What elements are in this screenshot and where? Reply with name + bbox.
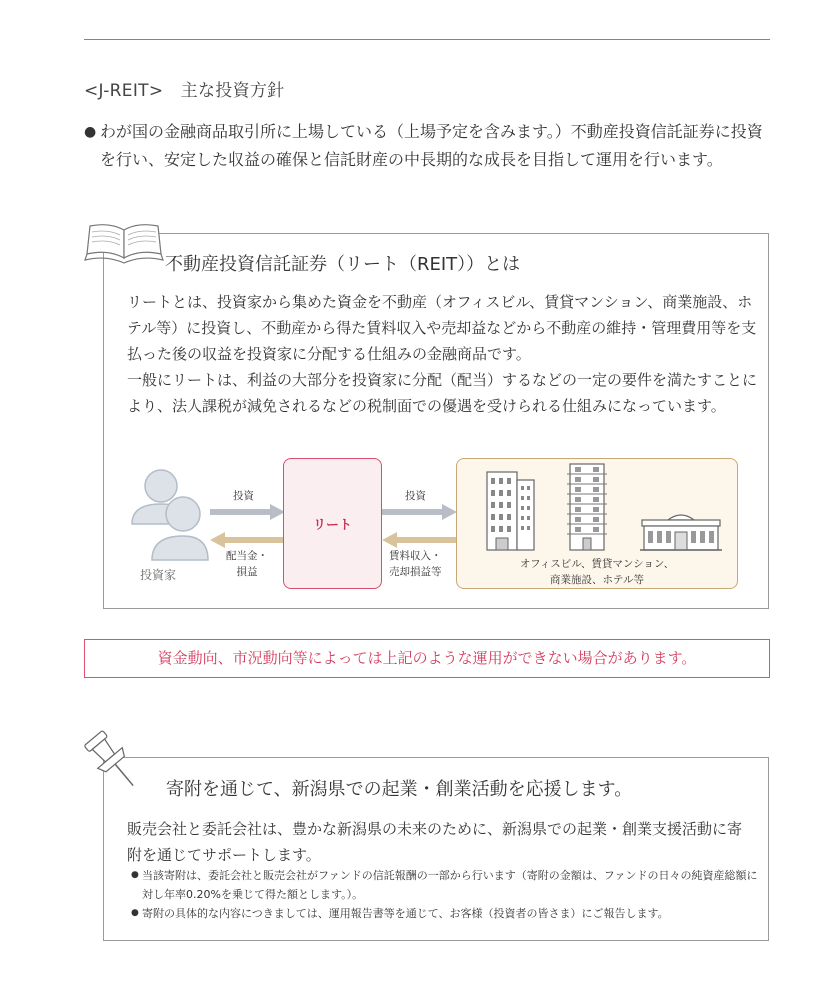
apartment-icon — [566, 462, 608, 552]
rent-label-line1: 賃料収入・ — [389, 550, 442, 562]
note-text: 寄附の具体的な内容につきましては、運用報告書等を通じて、お客様（投資者の皆さま）にご報告します。 — [142, 907, 669, 920]
invest-label-left: 投資 — [233, 490, 254, 502]
investment-policy — [84, 118, 774, 174]
donation-note-1 — [131, 866, 761, 904]
note-bullet: ● — [131, 908, 139, 918]
arrow-rent-back — [382, 532, 457, 548]
dividend-label-line1: 配当金・ — [226, 550, 268, 562]
assets-caption — [458, 556, 736, 588]
reit-paragraph-1: リートとは、投資家から集めた資金を不動産（オフィスビル、賃貸マンション、商業施設、ホテル等）に投資し、不動産から得た賃料収入や売却益などから不動産の維持・管理費用等を支払った後の収益を投資家に分配する仕組みの金融商品です。 — [127, 293, 757, 363]
reit-paragraph-2: 一般にリートは、利益の大部分を投資家に分配（配当）するなどの一定の要件を満たすことにより、法人課税が減免されるなどの税制面での優遇を受けられる仕組みになっています。 — [127, 371, 758, 415]
policy-text: わが国の金融商品取引所に上場している（上場予定を含みます。）不動産投資信託証券に投資を行い、安定した収益の確保と信託財産の中長期的な成長を目指して運用を行います。 — [100, 122, 763, 169]
note-text: 当該寄附は、委託会社と販売会社がファンドの信託報酬の一部から行います（寄附の金額は、ファンドの日々の純資産総額に対し年率0.20%を乗じて得た額とします。）。 — [142, 869, 758, 901]
book-icon — [84, 216, 164, 266]
top-divider — [84, 39, 770, 40]
reit-title: 不動産投資信託証券（リート（REIT））とは — [165, 254, 521, 275]
donation-notes — [131, 866, 761, 923]
section-heading: <J-REIT> 主な投資方針 — [84, 81, 285, 101]
note-bullet: ● — [131, 870, 139, 880]
donation-title: 寄附を通じて、新潟県での起業・創業活動を応援します。 — [166, 779, 633, 800]
donation-body: 販売会社と委託会社は、豊かな新潟県の未来のために、新潟県での起業・創業支援活動に寄附を通じてサポートします。 — [127, 820, 743, 864]
dividend-label-line2: 損益 — [236, 566, 258, 578]
assets-caption-line1: オフィスビル、賃貸マンション、 — [519, 558, 675, 570]
office-building-icon — [486, 468, 536, 552]
reit-node-label: リート — [312, 518, 352, 533]
arrow-dividend-back — [210, 532, 285, 548]
risk-notice: 資金動向、市況動向等によっては上記のような運用ができない場合があります。 — [84, 639, 770, 678]
invest-label-right: 投資 — [405, 490, 426, 502]
rent-label — [389, 548, 442, 580]
policy-bullet: ● — [84, 124, 97, 140]
investor-label: 投資家 — [140, 568, 177, 582]
rent-label-line2: 売却損益等 — [389, 566, 442, 578]
pushpin-icon — [80, 728, 160, 798]
dividend-label — [226, 548, 268, 580]
arrow-invest-right — [382, 504, 457, 520]
reit-description — [127, 289, 757, 419]
donation-note-2 — [131, 904, 761, 923]
store-building-icon — [638, 512, 724, 552]
assets-caption-line2: 商業施設、ホテル等 — [550, 574, 644, 586]
arrow-invest-left — [210, 504, 285, 520]
investor-icon — [128, 466, 210, 564]
